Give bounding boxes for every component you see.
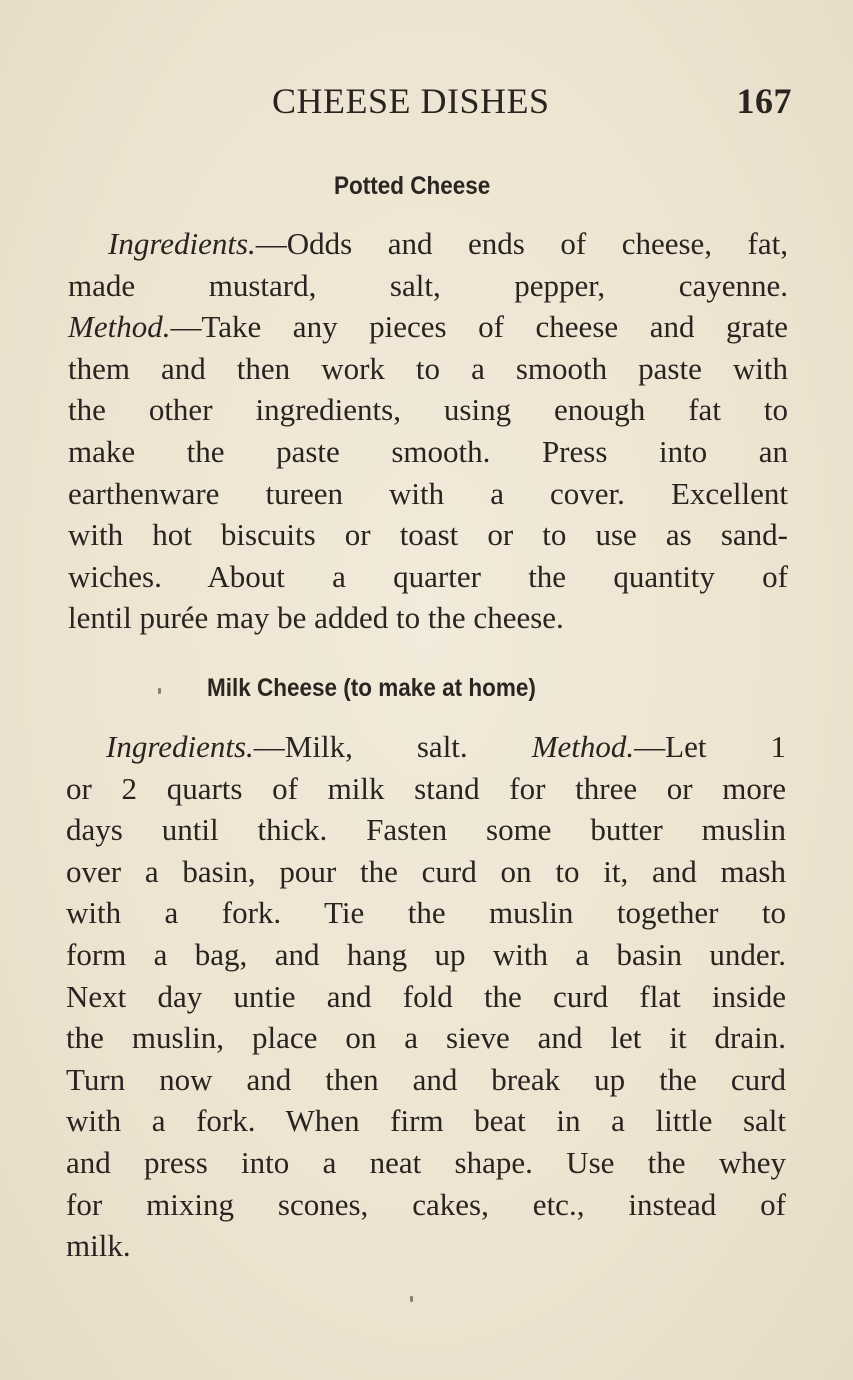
text-line xyxy=(66,851,786,893)
text-segment: —Milk, salt. xyxy=(253,729,532,764)
running-head xyxy=(272,80,792,130)
text-segment: and press into a neat shape. Use the whey xyxy=(66,1144,786,1180)
page-number: 167 xyxy=(736,81,792,121)
text-line xyxy=(68,473,788,515)
italic-label: Ingredients. xyxy=(106,729,254,764)
print-speck xyxy=(410,1296,413,1302)
text-segment: over a basin, pour the curd on to it, and mash xyxy=(66,853,786,889)
text-line xyxy=(68,597,788,639)
text-line xyxy=(68,389,788,431)
text-line xyxy=(66,726,786,768)
text-line xyxy=(66,976,786,1018)
italic-label: Ingredients. xyxy=(108,226,256,261)
running-head-title: CHEESE DISHES xyxy=(272,81,550,121)
text-segment: —Take any pieces of cheese and grate xyxy=(170,309,788,345)
text-line xyxy=(66,1017,786,1059)
text-segment: —Let 1 xyxy=(634,729,786,764)
text-line xyxy=(68,223,788,265)
text-line xyxy=(66,1059,786,1101)
text-segment: the muslin, place on a sieve and let it drain. xyxy=(66,1020,786,1056)
text-line xyxy=(68,431,788,473)
text-segment: earthenware tureen with a cover. Excellent xyxy=(68,475,788,511)
text-segment: them and then work to a smooth paste with xyxy=(68,350,788,386)
text-segment: —Odds and ends of cheese, fat, xyxy=(255,226,788,261)
text-segment: the other ingredients, using enough fat to xyxy=(68,392,788,428)
recipe-body-potted-cheese xyxy=(68,223,788,639)
text-line xyxy=(68,348,788,390)
text-segment: for mixing scones, cakes, etc., instead of xyxy=(66,1186,786,1222)
text-line xyxy=(66,1225,786,1267)
text-segment: with a fork. Tie the muslin together to xyxy=(66,895,786,931)
text-line xyxy=(66,1100,786,1142)
italic-label: Method. xyxy=(531,729,635,764)
text-line xyxy=(66,892,786,934)
recipe-body-milk-cheese xyxy=(66,726,786,1267)
recipe-title-milk-cheese: Milk Cheese (to make at home) xyxy=(207,674,536,702)
text-segment: wiches. About a quarter the quantity of xyxy=(68,558,788,594)
text-line xyxy=(68,306,788,348)
text-segment: days until thick. Fasten some butter muslin xyxy=(66,812,786,848)
text-segment: milk. xyxy=(66,1228,131,1264)
text-segment: or 2 quarts of milk stand for three or more xyxy=(66,770,786,806)
recipe-title-potted-cheese: Potted Cheese xyxy=(334,172,491,200)
text-line xyxy=(66,809,786,851)
text-line xyxy=(66,1142,786,1184)
italic-label: Method. xyxy=(68,309,171,345)
text-line xyxy=(68,556,788,598)
text-line xyxy=(68,265,788,307)
text-line xyxy=(66,768,786,810)
text-segment: form a bag, and hang up with a basin under. xyxy=(66,936,786,972)
text-segment: made mustard, salt, pepper, cayenne. xyxy=(68,267,788,303)
text-segment: with hot biscuits or toast or to use as sand- xyxy=(68,517,788,553)
text-segment: Next day untie and fold the curd flat inside xyxy=(66,978,786,1014)
text-segment: lentil purée may be added to the cheese. xyxy=(68,600,564,636)
text-line xyxy=(66,1184,786,1226)
text-line xyxy=(68,514,788,556)
text-segment: make the paste smooth. Press into an xyxy=(68,433,788,469)
text-segment: Turn now and then and break up the curd xyxy=(66,1061,786,1097)
text-line xyxy=(66,934,786,976)
print-speck xyxy=(158,688,161,694)
text-segment: with a fork. When firm beat in a little salt xyxy=(66,1103,786,1139)
